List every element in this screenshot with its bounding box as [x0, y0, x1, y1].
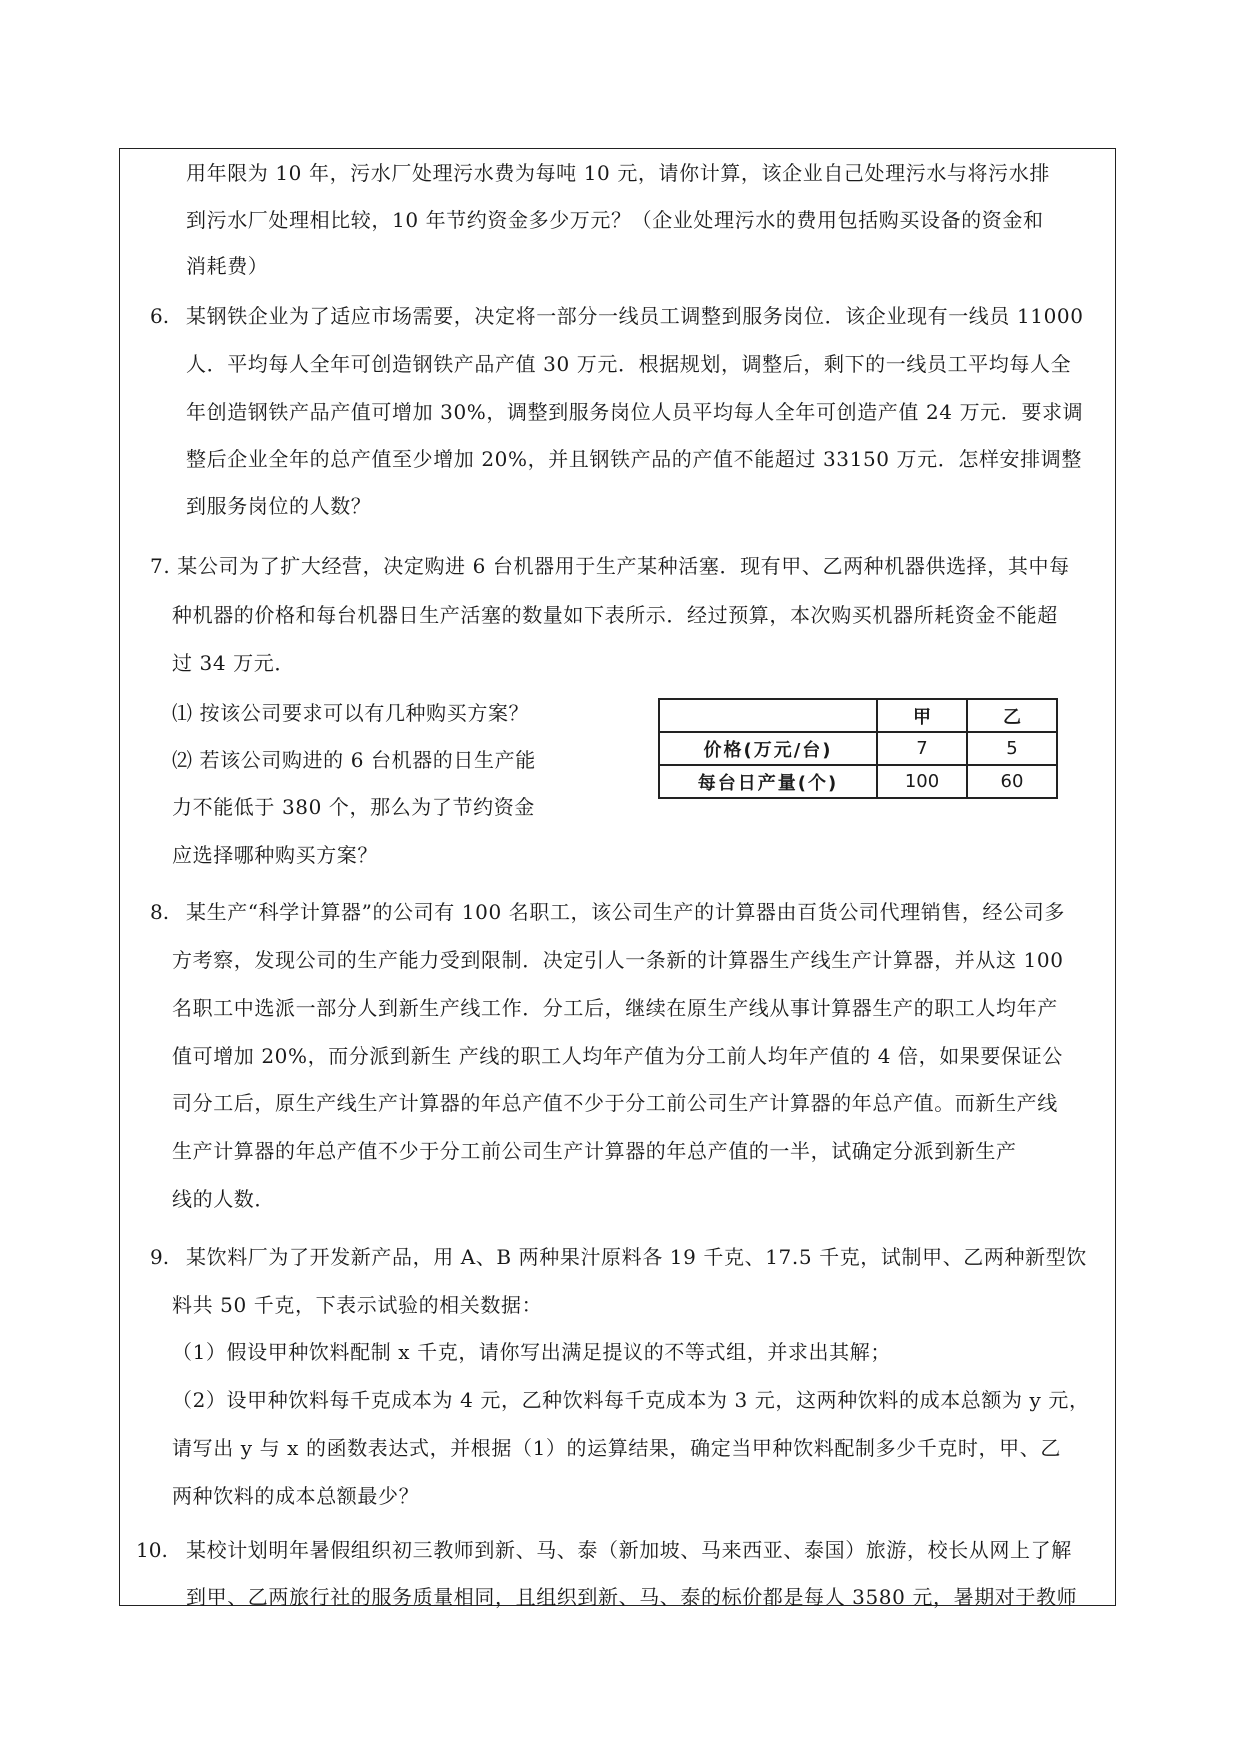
q7-sub-1: ⑴ 按该公司要求可以有几种购买方案？	[172, 701, 530, 725]
q5-line-3: 消耗费）	[186, 254, 269, 278]
q10-number: 10.	[136, 1538, 168, 1562]
q6-line-3: 年创造钢铁产品产值可增加 30%，调整到服务岗位人员平均每人全年可创造产值 24 万元．要求调	[186, 400, 1084, 424]
q9-line-2: 料共 50 千克，下表示试验的相关数据：	[172, 1293, 543, 1317]
q8-line-2: 方考察，发现公司的生产能力受到限制．决定引人一条新的计算器生产线生产计算器，并从这 100	[172, 948, 1064, 972]
q5-line-2: 到污水厂处理相比较，10 年节约资金多少万元？（企业处理污水的费用包括购买设备的资金和	[186, 208, 1044, 232]
machine-spec-table	[658, 698, 1058, 799]
table-row	[659, 732, 1057, 765]
q6-line-2: 人．平均每人全年可创造钢铁产品产值 30 万元．根据规划，调整后，剩下的一线员工平均每人全	[186, 352, 1072, 376]
q6-line-1: 某钢铁企业为了适应市场需要，决定将一部分一线员工调整到服务岗位．该企业现有一线员 11000	[186, 304, 1084, 328]
q7-line-2: 种机器的价格和每台机器日生产活塞的数量如下表所示．经过预算，本次购买机器所耗资金不能超	[172, 603, 1058, 627]
cell-output-jia: 100	[877, 765, 967, 798]
q6-number: 6.	[150, 304, 170, 328]
q6-line-5: 到服务岗位的人数？	[186, 494, 372, 518]
q10-line-1: 某校计划明年暑假组织初三教师到新、马、泰（新加坡、马来西亚、泰国）旅游，校长从网上了解	[186, 1538, 1072, 1562]
cell-output-yi: 60	[967, 765, 1057, 798]
row-label-price: 价格(万元/台)	[659, 732, 877, 765]
q6-line-4: 整后企业全年的总产值至少增加 20%，并且钢铁产品的产值不能超过 33150 万元．怎样安排调整	[186, 447, 1082, 471]
cell-price-jia: 7	[877, 732, 967, 765]
table-corner-cell	[659, 699, 877, 732]
q9-line-1: 某饮料厂为了开发新产品，用 A、B 两种果汁原料各 19 千克、17.5 千克，试制甲、乙两种新型饮	[186, 1245, 1087, 1269]
q5-line-1: 用年限为 10 年，污水厂处理污水费为每吨 10 元，请你计算，该企业自己处理污水与将污水排	[186, 161, 1050, 185]
q8-line-5: 司分工后，原生产线生产计算器的年总产值不少于分工前公司生产计算器的年总产值。而新生产线	[172, 1091, 1058, 1115]
table-header-yi: 乙	[967, 699, 1057, 732]
row-label-output: 每台日产量(个)	[659, 765, 877, 798]
q9-line-6: 两种饮料的成本总额最少？	[172, 1484, 420, 1508]
q7-sub-4: 应选择哪种购买方案？	[172, 843, 378, 867]
q9-line-3: （1）假设甲种饮料配制 x 千克，请你写出满足提议的不等式组，并求出其解；	[172, 1340, 891, 1364]
table-header-row	[659, 699, 1057, 732]
table-row	[659, 765, 1057, 798]
q8-line-1: 某生产“科学计算器”的公司有 100 名职工，该公司生产的计算器由百货公司代理销售，经公司多	[186, 900, 1065, 924]
q8-number: 8.	[150, 900, 170, 924]
q9-line-4: （2）设甲种饮料每千克成本为 4 元，乙种饮料每千克成本为 3 元，这两种饮料的成本总额为 y 元，	[172, 1388, 1090, 1412]
q7-sub-2: ⑵ 若该公司购进的 6 台机器的日生产能	[172, 748, 536, 772]
q8-line-7: 线的人数．	[172, 1187, 275, 1211]
cell-price-yi: 5	[967, 732, 1057, 765]
q10-line-2: 到甲、乙两旅行社的服务质量相同，且组织到新、马、泰的标价都是每人 3580 元，暑期对于教师	[186, 1585, 1078, 1609]
q8-line-6: 生产计算器的年总产值不少于分工前公司生产计算器的年总产值的一半，试确定分派到新生产	[172, 1139, 1017, 1163]
q8-line-4: 值可增加 20%，而分派到新生 产线的职工人均年产值为分工前人均年产值的 4 倍，如果要保证公	[172, 1044, 1063, 1068]
q9-line-5: 请写出 y 与 x 的函数表达式，并根据（1）的运算结果，确定当甲种饮料配制多少千克时，甲、乙	[172, 1436, 1061, 1460]
q9-number: 9.	[150, 1245, 170, 1269]
q8-line-3: 名职工中选派一部分人到新生产线工作．分工后，继续在原生产线从事计算器生产的职工人均年产	[172, 996, 1058, 1020]
q7-line-1: 7. 某公司为了扩大经营，决定购进 6 台机器用于生产某种活塞．现有甲、乙两种机器供选择，其中每	[150, 554, 1070, 578]
q7-line-3: 过 34 万元．	[172, 651, 295, 675]
q7-sub-3: 力不能低于 380 个，那么为了节约资金	[172, 795, 535, 819]
table-header-jia: 甲	[877, 699, 967, 732]
